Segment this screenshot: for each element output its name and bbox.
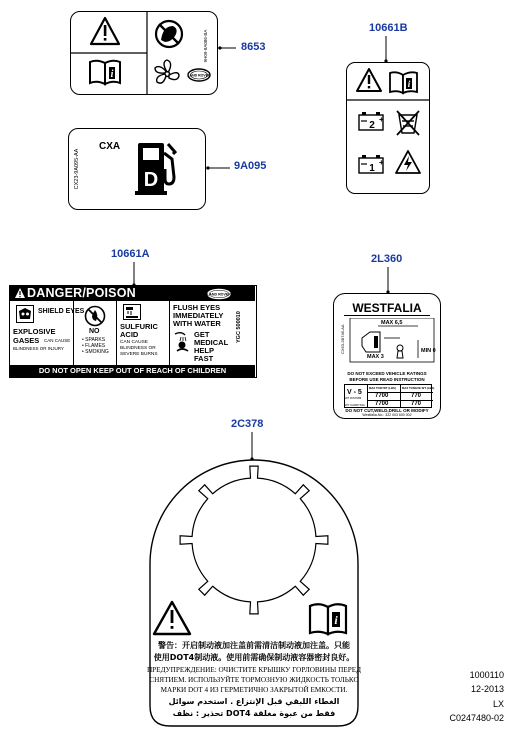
divider bbox=[116, 301, 117, 365]
get-text-3: HELP bbox=[194, 346, 215, 355]
cap-cutout-icon bbox=[180, 466, 328, 614]
divider bbox=[344, 315, 430, 316]
leader-9a095 bbox=[206, 166, 232, 170]
acid-note-1: CAN CAUSE bbox=[120, 340, 148, 345]
fan-icon bbox=[155, 60, 179, 83]
westfalia-warn-1: DO NOT EXCEED VEHICLE RATINGS bbox=[347, 371, 427, 376]
battery-label-1: 1 bbox=[369, 163, 375, 174]
westfalia-footer-1: DO NOT CUT,WELD,DRILL OR MODIFY bbox=[345, 408, 429, 413]
manual-book-icon bbox=[390, 72, 417, 93]
leader-8653 bbox=[218, 46, 238, 50]
smoking-text: • SMOKING bbox=[82, 349, 109, 355]
danger-side-code: YGC 500010 bbox=[236, 311, 242, 343]
acid-text-1: SULFURIC bbox=[120, 322, 158, 331]
row-carrying-label: WT CARRYING bbox=[345, 403, 365, 407]
cap-text-ar-2: فقط من عبوة مغلقة DOT4 تحذير : نظف bbox=[172, 709, 336, 718]
battery-icon bbox=[359, 112, 384, 131]
acid-note-3: SEVERE BURNS bbox=[120, 352, 158, 357]
acid-text-2: ACID bbox=[120, 330, 139, 339]
svg-text:LAND ROVER: LAND ROVER bbox=[187, 73, 211, 78]
danger-footer-bar bbox=[10, 365, 255, 377]
meta-line-4: C0247480-02 bbox=[449, 713, 504, 723]
get-text-2: MEDICAL bbox=[194, 338, 229, 347]
label-10661a bbox=[9, 285, 257, 378]
manual-book-icon bbox=[310, 604, 346, 634]
svg-text:i: i bbox=[110, 69, 114, 80]
battery-icon bbox=[359, 155, 384, 174]
leader-10661b bbox=[384, 36, 388, 64]
manual-book-icon bbox=[90, 61, 120, 84]
shield-eyes-text: SHIELD EYES bbox=[38, 308, 85, 315]
fuel-letter: D bbox=[143, 169, 159, 191]
battery-label-2: 2 bbox=[369, 120, 375, 131]
min-0-text: MIN 0 bbox=[421, 348, 436, 354]
fuel-label-code: CX23-9A095-AA bbox=[74, 148, 80, 190]
v5-text: V - 5 bbox=[347, 389, 362, 396]
label-9a095-art bbox=[69, 129, 205, 209]
callout-9a095: 9A095 bbox=[234, 160, 267, 172]
high-voltage-icon bbox=[396, 151, 420, 173]
row-carrying-tow: 7700 bbox=[375, 400, 389, 407]
corrosive-icon bbox=[123, 304, 141, 320]
gases-note-1: CAN CAUSE bbox=[44, 338, 71, 343]
rating-table bbox=[344, 384, 435, 408]
reservoir-cap-label bbox=[146, 456, 362, 730]
sparks-text: • SPARKS bbox=[82, 337, 106, 343]
callout-8653: 8653 bbox=[241, 41, 266, 53]
fuel-label-title: CXA bbox=[99, 141, 121, 152]
meta-line-2: 12-2013 bbox=[470, 684, 504, 694]
flush-text-2: IMMEDIATELY bbox=[173, 311, 224, 320]
col-max-tow: MAX TOW WT (LBS) bbox=[369, 386, 396, 390]
cap-text-ru-3: МАРКИ DOT 4 ИЗ ГЕРМЕТИЧНО ЗАКРЫТОЙ ЕМКОСТИ. bbox=[160, 686, 348, 694]
cap-text-ru-1: ПРЕДУПРЕЖДЕНИЕ: ОЧИСТИТЕ КРЫШКУ ГОРЛОВИНЫ ПЕРЕД bbox=[146, 666, 362, 674]
cap-text-cn-2: 使用DOT4制动液。使用前需确保制动液容器密封良好。 bbox=[153, 653, 355, 662]
westfalia-side-code: CX63-2B746-AA bbox=[340, 324, 345, 354]
max-65-text: MAX 6,5 bbox=[381, 320, 403, 326]
gases-note-2: BLINDNESS OR INJURY bbox=[13, 346, 64, 351]
get-text-1: GET bbox=[194, 330, 210, 339]
label-10661b bbox=[346, 62, 430, 194]
row-carrying-tongue: 770 bbox=[411, 400, 422, 407]
westfalia-footer-2: Westfalia-No.: 322 003 600 002 bbox=[362, 413, 412, 417]
svg-text:+: + bbox=[379, 158, 384, 167]
svg-text:i: i bbox=[407, 79, 411, 89]
label-8653 bbox=[70, 11, 218, 95]
westfalia-warn-2: BEFORE USE READ INSTRUCTION bbox=[349, 377, 425, 382]
callout-2l360: 2L360 bbox=[371, 253, 403, 265]
svg-text:+: + bbox=[379, 115, 384, 124]
callout-10661a: 10661A bbox=[111, 248, 150, 260]
danger-header-bar bbox=[10, 286, 255, 301]
flames-text: • FLAMES bbox=[82, 343, 106, 349]
label-10661b-art bbox=[347, 63, 429, 193]
row-distrib-label: WT DISTRIB bbox=[345, 396, 362, 400]
danger-header-text: DANGER/POISON bbox=[27, 286, 136, 300]
no-text: NO bbox=[89, 328, 100, 335]
label-8653-art bbox=[71, 12, 217, 94]
max-3-text: MAX 3 bbox=[367, 354, 384, 360]
flush-text-3: WITH WATER bbox=[173, 319, 221, 328]
col-max-tongue: MAX TONGUE WT (LBS) bbox=[402, 386, 435, 390]
flush-text-1: FLUSH EYES bbox=[173, 303, 221, 312]
gases-text: GASES bbox=[13, 336, 40, 345]
svg-text:i: i bbox=[334, 613, 338, 627]
divider bbox=[169, 301, 170, 365]
acid-note-2: BLINDNESS OR bbox=[120, 346, 156, 351]
no-flame-icon bbox=[84, 305, 106, 327]
cap-ring-outline bbox=[180, 466, 328, 614]
danger-footer-text: DO NOT OPEN KEEP OUT OF REACH OF CHILDREN bbox=[38, 366, 227, 375]
label-8653-code: 9H09-8A086-BA bbox=[203, 29, 208, 63]
row-distrib-tow: 7700 bbox=[375, 393, 389, 399]
westfalia-title: WESTFALIA bbox=[352, 301, 422, 315]
meta-line-3: LX bbox=[492, 699, 504, 709]
callout-10661b: 10661B bbox=[369, 22, 408, 34]
label-2l360 bbox=[333, 293, 441, 419]
row-distrib-tongue: 770 bbox=[411, 393, 422, 399]
cap-text-ru-2: СНЯТИЕМ. ИСПОЛЬЗУЙТЕ ТОРМОЗНУЮ ЖИДКОСТЬ ТОЛЬКО bbox=[149, 676, 359, 684]
eye-protection-icon bbox=[16, 305, 34, 323]
land-rover-logo-icon bbox=[206, 288, 232, 300]
warning-triangle-icon bbox=[14, 287, 26, 299]
warning-triangle-icon bbox=[91, 18, 119, 44]
label-9a095 bbox=[68, 128, 206, 210]
no-touch-icon bbox=[156, 21, 182, 47]
svg-text:LAND ROVER: LAND ROVER bbox=[207, 291, 231, 296]
warning-triangle-icon bbox=[357, 69, 381, 91]
diesel-pump-icon bbox=[135, 143, 175, 195]
no-disposal-icon bbox=[397, 111, 419, 135]
cap-text-ar-1: الغطاء اللبقي قبل الإنتزاع . استخدم سوائل bbox=[168, 697, 340, 706]
cap-text-cn-1: 警告：开启制动液加注盖前需清洁制动液加注盖。只能 bbox=[158, 641, 350, 650]
meta-line-1: 1000110 bbox=[469, 670, 504, 680]
leader-2l360 bbox=[386, 267, 390, 295]
eyewash-icon bbox=[173, 331, 193, 353]
get-text-4: FAST bbox=[194, 354, 214, 363]
callout-2c378: 2C378 bbox=[231, 418, 264, 430]
explosive-text: EXPLOSIVE bbox=[13, 327, 56, 336]
land-rover-logo-icon bbox=[187, 69, 211, 81]
